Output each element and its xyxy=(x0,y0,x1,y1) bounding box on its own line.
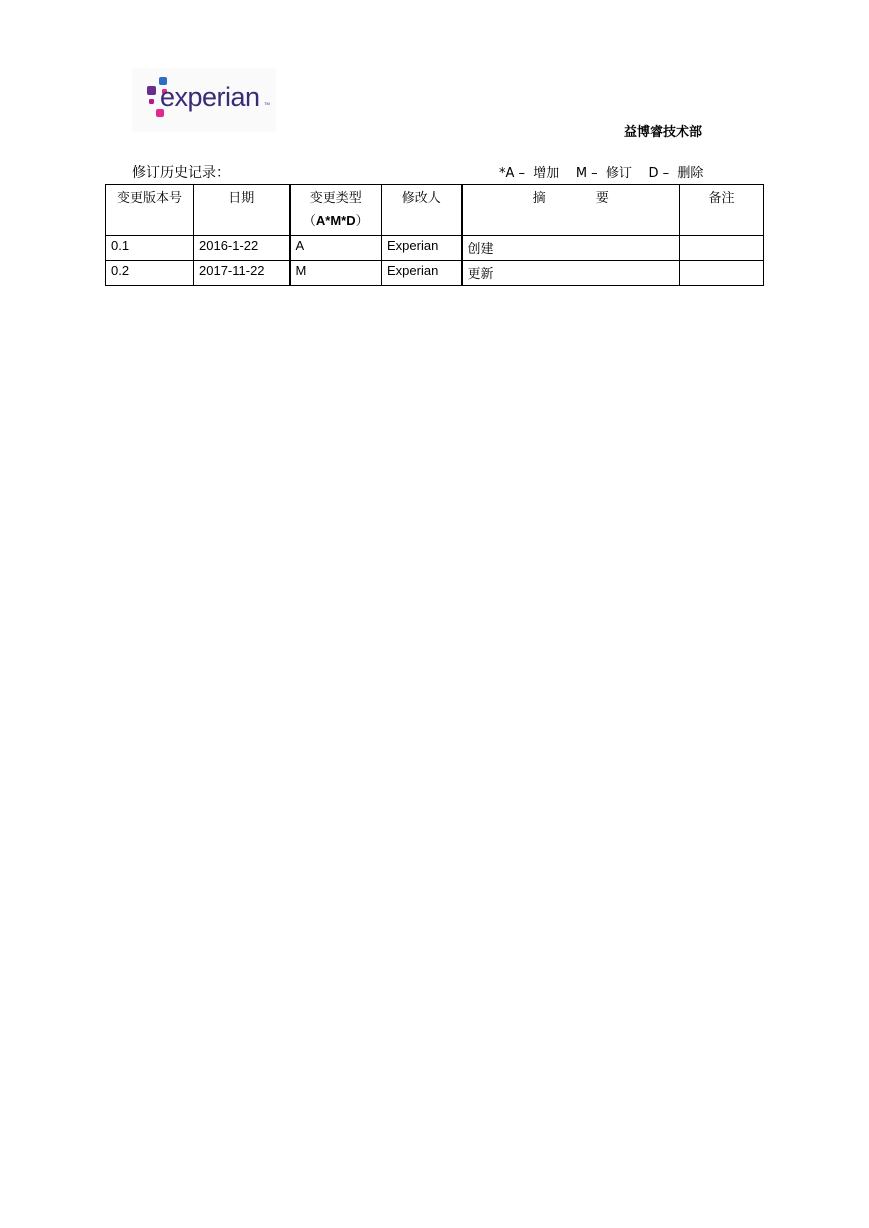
header-change-type-codes: （A*M*D） xyxy=(302,213,369,229)
table-header-row xyxy=(106,185,764,236)
cell-author: Experian xyxy=(382,261,462,286)
cell-summary: 创建 xyxy=(462,236,680,261)
cell-author: Experian xyxy=(382,236,462,261)
cell-remarks xyxy=(680,261,764,286)
header-date: 日期 xyxy=(194,185,290,236)
table-row xyxy=(106,236,764,261)
experian-logo xyxy=(132,68,276,132)
cell-version: 0.1 xyxy=(106,236,194,261)
cell-remarks xyxy=(680,236,764,261)
cell-change-type: A xyxy=(290,236,382,261)
header-version: 变更版本号 xyxy=(106,185,194,236)
change-type-legend: *A – 增加 M – 修订 D – 删除 xyxy=(499,166,704,181)
cell-summary: 更新 xyxy=(462,261,680,286)
revision-history-table xyxy=(105,184,764,286)
header-change-type xyxy=(290,185,382,236)
department-name: 益博睿技术部 xyxy=(624,125,703,140)
revision-history-title: 修订历史记录： xyxy=(132,165,230,181)
table-row xyxy=(106,261,764,286)
header-author: 修改人 xyxy=(382,185,462,236)
logo-wordmark: experian xyxy=(160,82,260,112)
cell-version: 0.2 xyxy=(106,261,194,286)
header-remarks: 备注 xyxy=(680,185,764,236)
logo-trademark: TM xyxy=(264,101,270,106)
header-summary: 摘 要 xyxy=(462,185,680,236)
cell-date: 2016-1-22 xyxy=(194,236,290,261)
cell-change-type: M xyxy=(290,261,382,286)
header-change-type-label: 变更类型 xyxy=(309,191,362,206)
cell-date: 2017-11-22 xyxy=(194,261,290,286)
